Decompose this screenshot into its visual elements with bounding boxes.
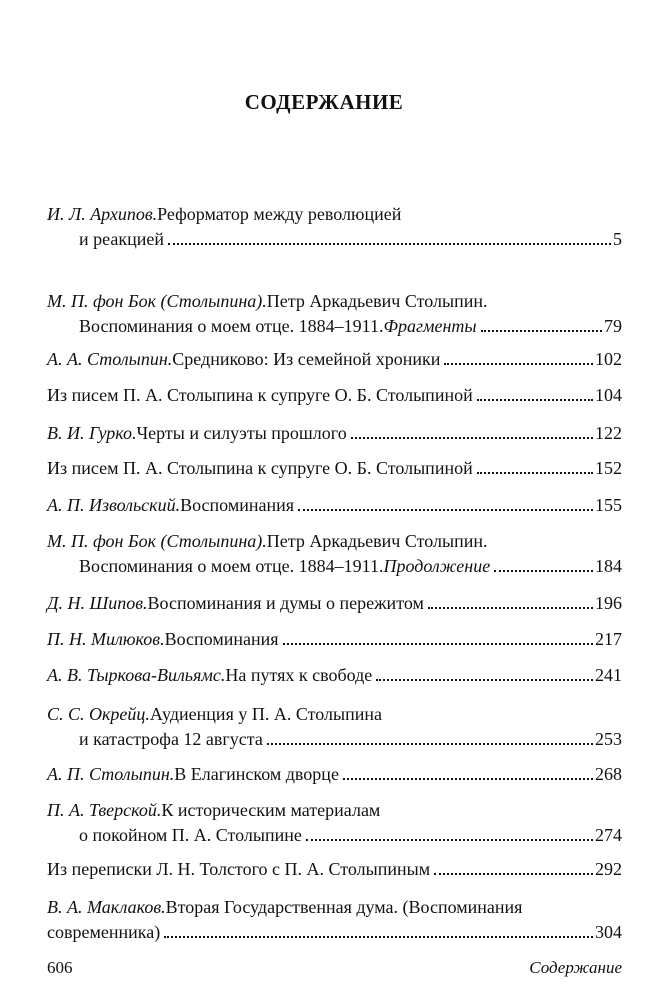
toc-entry bbox=[47, 456, 622, 481]
dot-leader bbox=[168, 243, 611, 245]
toc-entry bbox=[47, 347, 622, 372]
entry-title-italic: Фрагменты bbox=[383, 316, 477, 336]
entry-page: 253 bbox=[595, 729, 622, 749]
toc-entry bbox=[47, 202, 622, 252]
entry-title: Воспоминания и думы о пережитом bbox=[147, 593, 424, 613]
entry-title-cont: Воспоминания о моем отце. 1884–1911. bbox=[79, 556, 384, 576]
dot-leader bbox=[494, 570, 593, 572]
entry-title: Аудиенция у П. А. Столыпина bbox=[149, 704, 382, 724]
running-title: Содержание bbox=[529, 958, 622, 977]
toc-entry bbox=[47, 663, 622, 688]
toc-entry bbox=[47, 895, 622, 945]
toc-entry bbox=[47, 702, 622, 752]
entry-title: Воспоминания bbox=[180, 495, 295, 515]
toc-entry bbox=[47, 529, 622, 579]
entry-page: 304 bbox=[595, 922, 622, 942]
entry-author: П. Н. Милюков. bbox=[47, 629, 165, 649]
entry-title-cont: современника) bbox=[47, 922, 161, 942]
entry-title: Реформатор между революцией bbox=[157, 204, 402, 224]
entry-author: И. Л. Архипов. bbox=[47, 204, 158, 224]
entry-title: Воспоминания bbox=[164, 629, 279, 649]
entry-author: А. А. Столыпин. bbox=[47, 349, 173, 369]
dot-leader bbox=[351, 437, 593, 439]
entry-title: На путях к свободе bbox=[225, 665, 373, 685]
entry-page: 104 bbox=[595, 385, 622, 405]
entry-page: 274 bbox=[595, 825, 622, 845]
dot-leader bbox=[376, 679, 593, 681]
toc-entry bbox=[47, 857, 622, 882]
dot-leader bbox=[481, 330, 602, 332]
entry-author: П. А. Тверской. bbox=[47, 800, 162, 820]
toc-entry bbox=[47, 762, 622, 787]
entry-author: С. С. Окрейц. bbox=[47, 704, 150, 724]
entry-title-cont: о покойном П. А. Столыпине bbox=[79, 825, 302, 845]
entry-title: Из переписки Л. Н. Толстого с П. А. Столыпиным bbox=[47, 859, 431, 879]
entry-author: М. П. фон Бок (Столыпина). bbox=[47, 531, 267, 551]
dot-leader bbox=[298, 509, 593, 511]
entry-title: Из писем П. А. Столыпина к супруге О. Б. Столыпиной bbox=[47, 385, 473, 405]
entry-title-cont: Воспоминания о моем отце. 1884–1911. bbox=[79, 316, 384, 336]
entry-page: 268 bbox=[595, 764, 622, 784]
entry-author: А. П. Столыпин. bbox=[47, 764, 175, 784]
toc-entry bbox=[47, 421, 622, 446]
dot-leader bbox=[267, 743, 593, 745]
toc-entry bbox=[47, 627, 622, 652]
dot-leader bbox=[306, 839, 593, 841]
entry-page: 217 bbox=[595, 629, 622, 649]
toc-entry bbox=[47, 591, 622, 616]
entry-page: 122 bbox=[595, 423, 622, 443]
entry-title-italic: Продолжение bbox=[383, 556, 491, 576]
dot-leader bbox=[477, 399, 593, 401]
toc-entry bbox=[47, 798, 622, 848]
entry-author: А. В. Тыркова-Вильямс. bbox=[47, 665, 226, 685]
entry-page: 196 bbox=[595, 593, 622, 613]
entry-page: 102 bbox=[595, 349, 622, 369]
page-number: 606 bbox=[47, 958, 73, 977]
entry-title-cont: и реакцией bbox=[79, 229, 164, 249]
dot-leader bbox=[477, 472, 593, 474]
entry-author: Д. Н. Шипов. bbox=[47, 593, 148, 613]
entry-title: Петр Аркадьевич Столыпин. bbox=[266, 531, 488, 551]
entry-author: М. П. фон Бок (Столыпина). bbox=[47, 291, 267, 311]
entry-author: В. А. Маклаков. bbox=[47, 897, 166, 917]
entry-title-cont: и катастрофа 12 августа bbox=[79, 729, 263, 749]
entry-author: В. И. Гурко. bbox=[47, 423, 137, 443]
entry-page: 292 bbox=[595, 859, 622, 879]
entry-page: 152 bbox=[595, 458, 622, 478]
toc-entry bbox=[47, 383, 622, 408]
dot-leader bbox=[164, 936, 593, 938]
dot-leader bbox=[283, 643, 593, 645]
entry-title: Вторая Государственная дума. (Воспоминания bbox=[165, 897, 523, 917]
dot-leader bbox=[434, 873, 593, 875]
dot-leader bbox=[343, 778, 593, 780]
entry-page: 241 bbox=[595, 665, 622, 685]
toc-entry bbox=[47, 493, 622, 518]
entry-title: К историческим материалам bbox=[161, 800, 381, 820]
entry-title: Черты и силуэты прошлого bbox=[136, 423, 347, 443]
dot-leader bbox=[444, 363, 593, 365]
entry-page: 155 bbox=[595, 495, 622, 515]
entry-page: 79 bbox=[604, 316, 622, 336]
page-title: СОДЕРЖАНИЕ bbox=[244, 90, 404, 114]
entry-title: В Елагинском дворце bbox=[174, 764, 339, 784]
entry-title: Петр Аркадьевич Столыпин. bbox=[266, 291, 488, 311]
dot-leader bbox=[428, 607, 593, 609]
entry-page: 5 bbox=[613, 229, 622, 249]
entry-title: Средниково: Из семейной хроники bbox=[172, 349, 441, 369]
page-footer bbox=[47, 958, 622, 978]
entry-title: Из писем П. А. Столыпина к супруге О. Б. Столыпиной bbox=[47, 458, 473, 478]
entry-page: 184 bbox=[595, 556, 622, 576]
toc-entry bbox=[47, 289, 622, 339]
entry-author: А. П. Извольский. bbox=[47, 495, 181, 515]
